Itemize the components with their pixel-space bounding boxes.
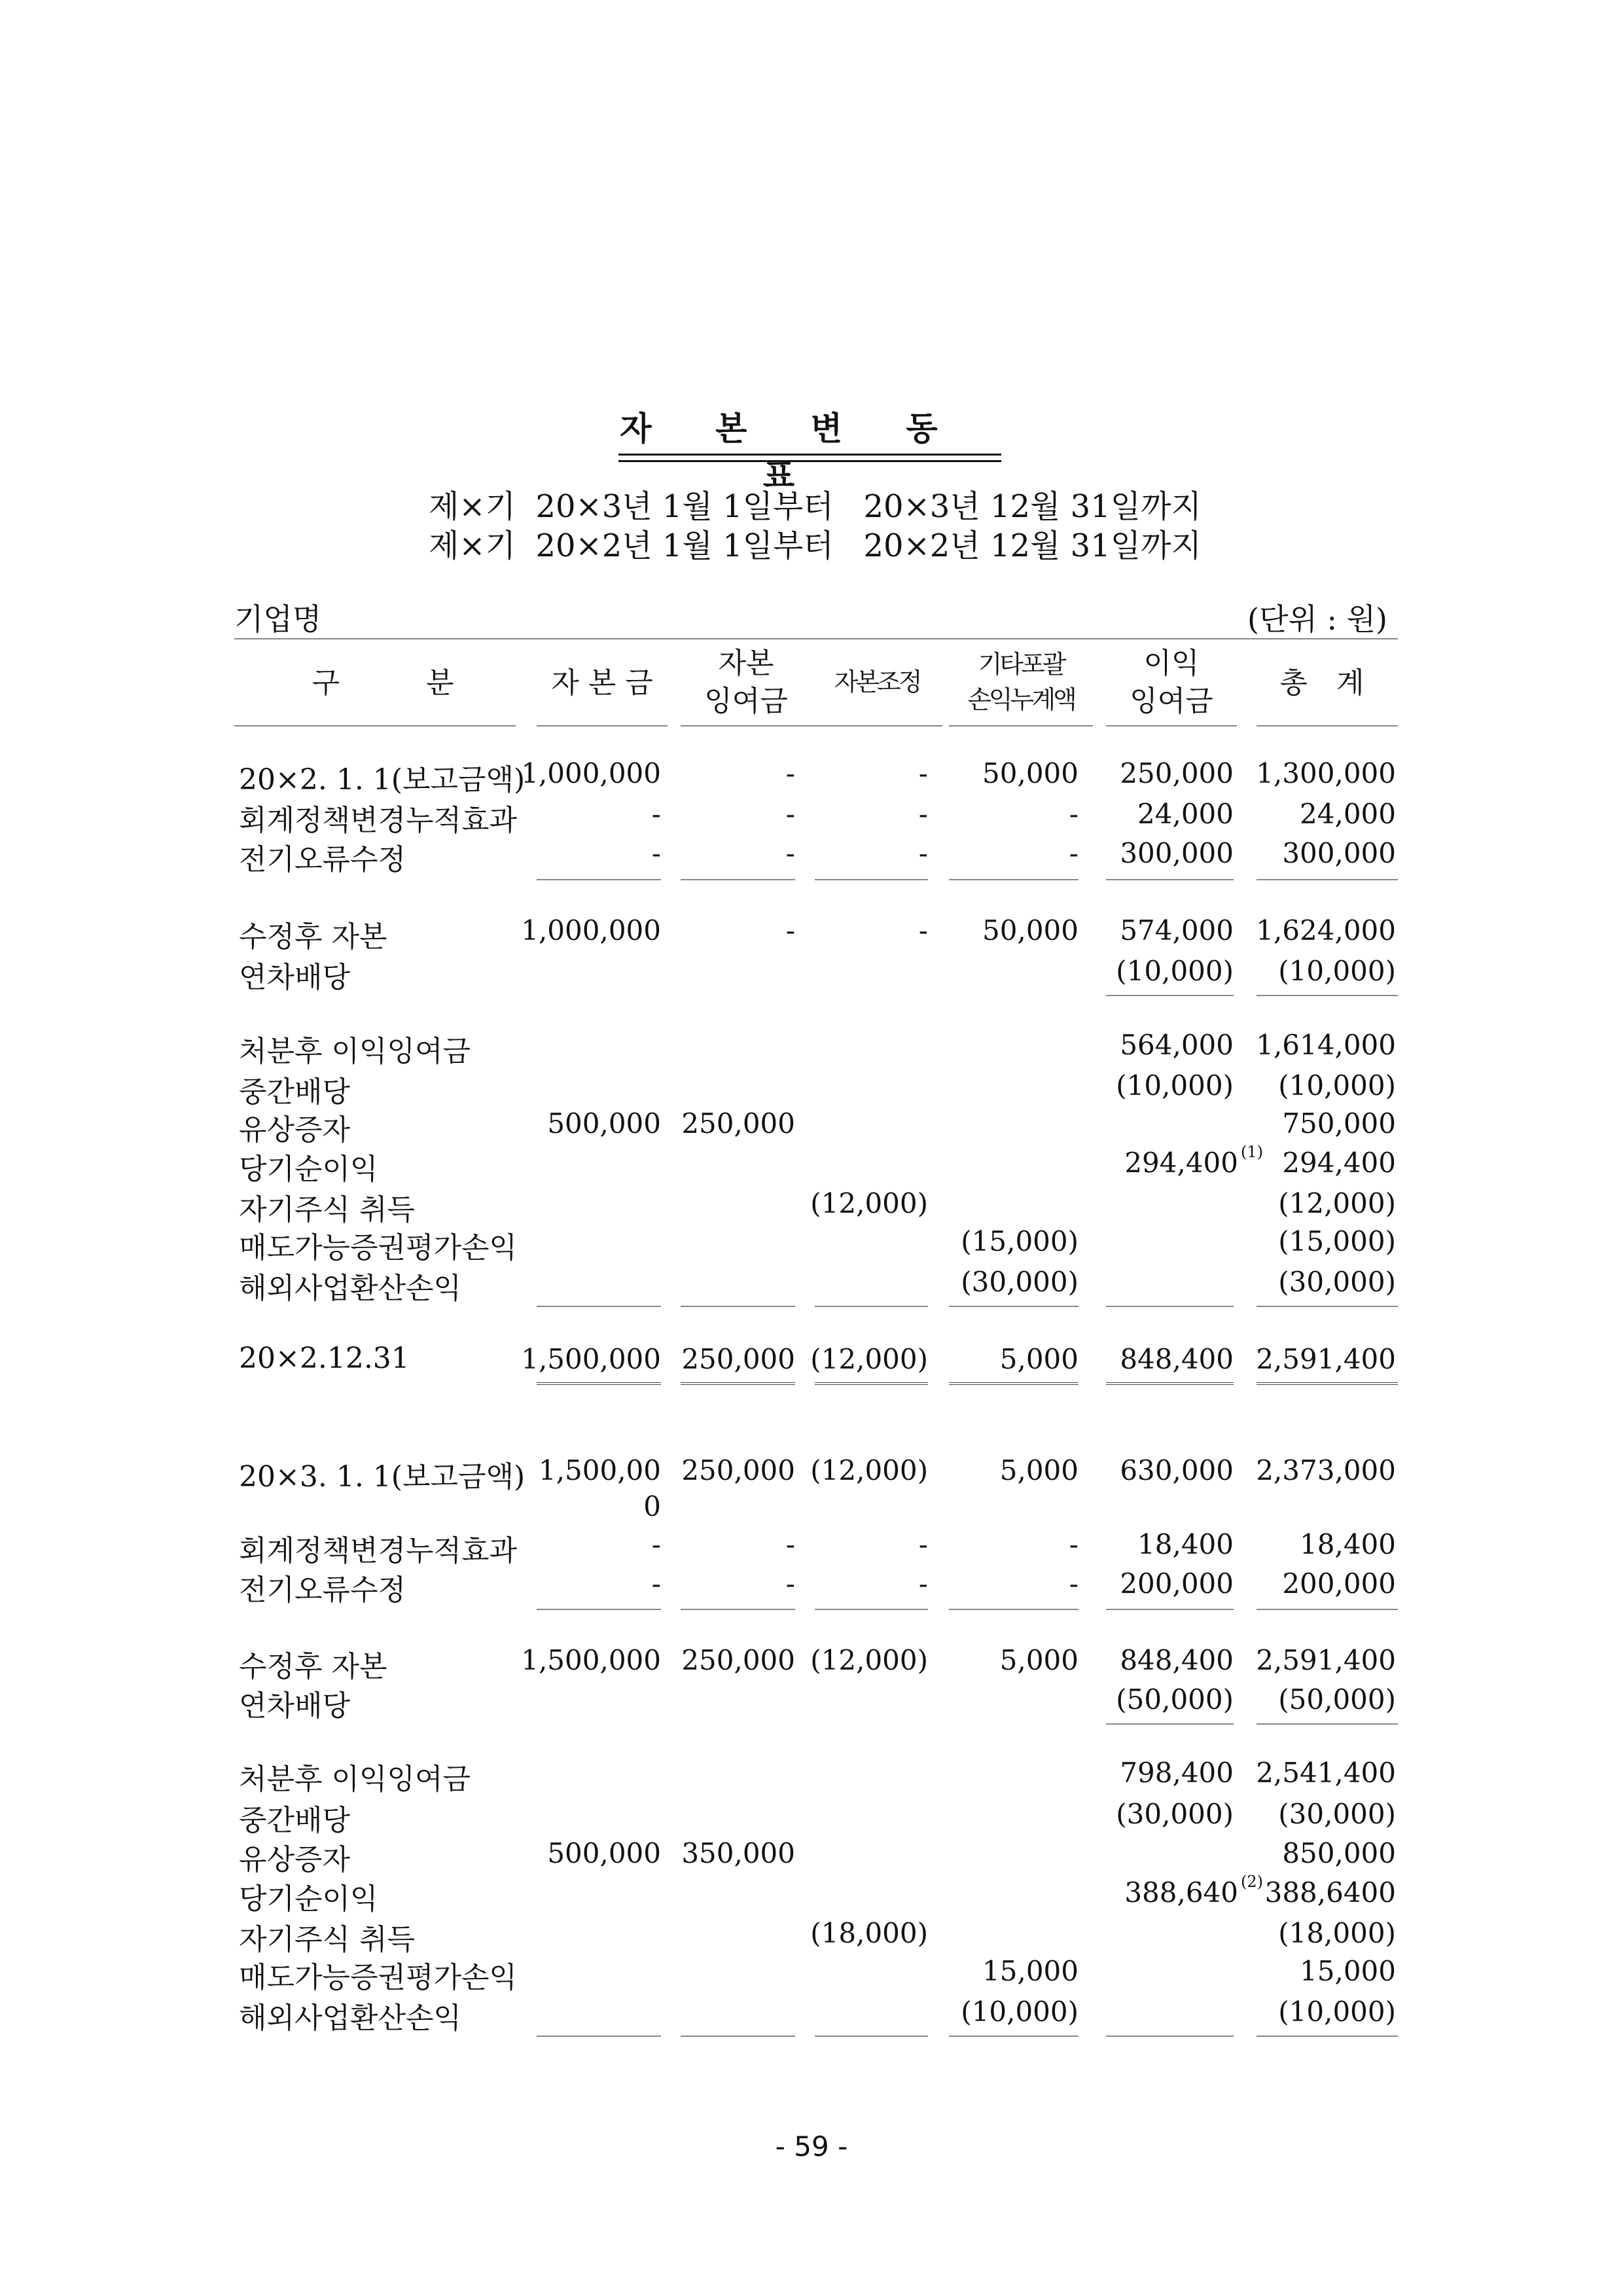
cell-surplus	[786, 757, 795, 789]
double-underline	[1257, 1382, 1398, 1388]
cell-capital	[521, 1644, 661, 1676]
double-underline	[1106, 1382, 1234, 1388]
cell-value: 18,400	[1300, 1528, 1396, 1560]
cell-value: (15,000)	[1278, 1225, 1396, 1257]
cell-value: -	[918, 798, 928, 830]
cell-aoci	[1000, 1454, 1079, 1486]
header-capital-surplus	[681, 645, 812, 721]
cell-total	[1256, 1343, 1396, 1375]
subtotal-rule	[1106, 879, 1234, 880]
cell-value: 1,500,000	[521, 1644, 661, 1676]
cell-total	[1278, 955, 1396, 987]
subtotal-rule	[815, 2036, 928, 2037]
subtotal-rule	[1106, 2036, 1234, 2037]
cell-value: 574,000	[1120, 914, 1234, 946]
subtotal-rule	[681, 1306, 795, 1307]
subtotal-rule	[949, 1609, 1079, 1610]
cell-retained	[1120, 1029, 1234, 1061]
row-label: 20×2.12.31	[239, 1342, 410, 1375]
cell-total	[1278, 1069, 1396, 1102]
cell-retained	[1116, 1683, 1234, 1715]
cell-capital	[521, 914, 661, 946]
row-label: 연차배당	[239, 1689, 351, 1723]
row-label: 중간배당	[239, 1075, 351, 1109]
cell-value: (30,000)	[961, 1266, 1079, 1298]
cell-value: (18,000)	[810, 1917, 928, 1949]
page-number: - 59 -	[775, 2130, 848, 2162]
cell-retained	[1120, 1343, 1234, 1375]
cell-value: 250,000	[681, 1107, 795, 1139]
cell-value: 24,000	[1137, 798, 1234, 830]
cell-capital	[652, 1568, 661, 1600]
cell-value: 5,000	[999, 1454, 1079, 1486]
cell-value: (50,000)	[1116, 1683, 1234, 1715]
cell-value: -	[1069, 837, 1079, 869]
cell-value: 300,000	[1282, 837, 1396, 869]
cell-total	[1300, 1955, 1396, 1987]
cell-value: 1,300,000	[1256, 757, 1396, 789]
subtotal-rule	[537, 2036, 661, 2037]
cell-retained	[1124, 1873, 1263, 1909]
company-label: 기업명	[234, 601, 322, 637]
row-label: 전기오류수정	[239, 1573, 406, 1607]
cell-aoci	[1069, 1568, 1079, 1600]
subtotal-rule	[815, 879, 928, 880]
cell-value: 564,000	[1120, 1029, 1234, 1061]
cell-value: 15,000	[982, 1955, 1079, 1987]
cell-value: (10,000)	[1116, 955, 1234, 987]
row-label: 연차배당	[239, 961, 351, 994]
cell-value: -	[785, 1528, 795, 1560]
cell-adjust	[919, 914, 928, 946]
cell-total	[1256, 914, 1396, 946]
cell-capital	[652, 1528, 661, 1560]
cell-value: 250,000	[1120, 757, 1234, 789]
double-underline	[681, 1382, 795, 1388]
cell-value: (30,000)	[1278, 1266, 1396, 1298]
cell-value: -	[918, 837, 928, 869]
cell-value: -	[651, 837, 661, 869]
cell-value: (10,000)	[1116, 1069, 1234, 1102]
cell-value: 18,400	[1137, 1528, 1234, 1560]
cell-adjust	[919, 837, 928, 869]
cell-aoci	[1069, 798, 1079, 830]
cell-aoci	[1069, 837, 1079, 869]
row-label: 회계정책변경누적효과	[239, 804, 518, 837]
cell-value: 2,591,400	[1256, 1343, 1396, 1375]
cell-value: 15,000	[1300, 1955, 1396, 1987]
cell-surplus	[786, 1568, 795, 1600]
cell-value: (12,000)	[810, 1187, 928, 1219]
subtotal-rule	[815, 1306, 928, 1307]
subtotal-rule	[681, 879, 795, 880]
cell-total	[1256, 757, 1396, 789]
row-label: 유상증자	[239, 1113, 351, 1147]
period-line: 제×기 20×2년 1월 1일부터 20×2년 12월 31일까지	[429, 528, 1202, 564]
cell-value: -	[785, 837, 795, 869]
cell-value: 848,400	[1120, 1644, 1234, 1676]
cell-total	[1278, 1225, 1396, 1257]
cell-capital-wrap: 0	[643, 1490, 661, 1522]
cell-value: 1,624,000	[1256, 914, 1396, 946]
cell-value: -	[1069, 1528, 1079, 1560]
cell-retained	[1116, 1798, 1234, 1830]
header-capital-adjust: 자본조정	[834, 668, 920, 696]
header-rule	[234, 725, 516, 726]
subtotal-rule	[1257, 2036, 1398, 2037]
cell-value: 1,614,000	[1256, 1029, 1396, 1061]
cell-surplus	[786, 914, 795, 946]
header-capital-surplus-line2: 잉여금	[704, 685, 788, 718]
header-capital: 자 본 금	[551, 666, 653, 700]
cell-retained	[1120, 1757, 1234, 1789]
row-label: 회계정책변경누적효과	[239, 1534, 518, 1568]
cell-retained	[1120, 914, 1234, 946]
row-label: 20×3. 1. 1(보고금액)	[239, 1460, 526, 1494]
cell-value: -	[785, 757, 795, 789]
cell-total	[1278, 1683, 1396, 1715]
row-label: 20×2. 1. 1(보고금액)	[239, 763, 526, 797]
cell-surplus	[681, 1107, 795, 1139]
header-rule	[1257, 725, 1398, 726]
cell-surplus	[786, 837, 795, 869]
header-aoci	[949, 647, 1093, 717]
subtotal-rule	[1106, 1306, 1234, 1307]
header-rule	[537, 725, 668, 726]
cell-value: 350,000	[681, 1837, 795, 1869]
subtotal-rule	[949, 1306, 1079, 1307]
cell-value: -	[651, 1528, 661, 1560]
cell-value: -	[651, 1568, 661, 1600]
cell-value: (10,000)	[961, 1996, 1079, 2028]
cell-retained	[1137, 1528, 1234, 1560]
cell-adjust	[810, 1343, 928, 1375]
cell-capital	[521, 757, 661, 789]
cell-total	[1278, 1917, 1396, 1949]
cell-adjust	[919, 798, 928, 830]
row-label: 처분후 이익잉여금	[239, 1035, 471, 1068]
cell-value: 1,000,000	[521, 757, 661, 789]
cell-aoci	[1000, 1343, 1079, 1375]
subtotal-rule	[1257, 1609, 1398, 1610]
cell-value: -	[785, 1568, 795, 1600]
cell-aoci	[1069, 1528, 1079, 1560]
cell-retained	[1120, 1568, 1234, 1600]
cell-total	[1282, 1147, 1396, 1179]
cell-adjust	[919, 1528, 928, 1560]
table-top-rule	[234, 638, 1398, 639]
cell-value: 294,400	[1282, 1147, 1396, 1179]
cell-total	[1278, 1798, 1396, 1830]
header-aoci-line1: 기타포괄	[978, 650, 1064, 679]
cell-value: (15,000)	[961, 1225, 1079, 1257]
period-line: 제×기 20×3년 1월 1일부터 20×3년 12월 31일까지	[429, 488, 1202, 525]
cell-value: 2,541,400	[1256, 1757, 1396, 1789]
cell-value: 24,000	[1300, 798, 1396, 830]
cell-total	[1256, 1644, 1396, 1676]
cell-aoci	[982, 757, 1079, 789]
cell-total	[1282, 1568, 1396, 1600]
row-label: 당기순이익	[239, 1153, 378, 1186]
cell-value: 50,000	[982, 757, 1079, 789]
title-underline	[618, 454, 1001, 456]
cell-total	[1282, 837, 1396, 869]
cell-aoci	[961, 1996, 1079, 2028]
cell-surplus	[681, 1837, 795, 1869]
subtotal-rule	[1106, 1723, 1234, 1725]
cell-value: -	[918, 914, 928, 946]
cell-surplus	[681, 1454, 795, 1486]
header-rule	[681, 725, 812, 726]
header-retained-line1: 이익	[1143, 647, 1200, 680]
cell-value: 250,000	[681, 1644, 795, 1676]
cell-value: 1,500,00	[538, 1454, 661, 1486]
cell-value: 5,000	[999, 1644, 1079, 1676]
header-category: 구 분	[312, 666, 454, 700]
cell-value: (12,000)	[810, 1644, 928, 1676]
cell-retained	[1120, 757, 1234, 789]
cell-aoci	[961, 1266, 1079, 1298]
cell-value: 5,000	[999, 1343, 1079, 1375]
cell-value: (50,000)	[1278, 1683, 1396, 1715]
cell-total	[1282, 1107, 1396, 1139]
cell-total	[1256, 1454, 1396, 1486]
cell-value: (12,000)	[1278, 1187, 1396, 1219]
cell-value: 300,000	[1120, 837, 1234, 869]
cell-surplus	[786, 1528, 795, 1560]
cell-total	[1282, 1837, 1396, 1869]
cell-value: (30,000)	[1278, 1798, 1396, 1830]
subtotal-rule	[949, 879, 1079, 880]
subtotal-rule	[1257, 1723, 1398, 1725]
row-label: 자기주식 취득	[239, 1923, 416, 1956]
row-label: 수정후 자본	[239, 920, 387, 954]
cell-value: -	[785, 914, 795, 946]
row-label: 자기주식 취득	[239, 1193, 416, 1227]
cell-adjust	[919, 1568, 928, 1600]
cell-value: -	[785, 798, 795, 830]
header-retained	[1106, 645, 1237, 721]
cell-adjust	[810, 1644, 928, 1676]
subtotal-rule	[681, 2036, 795, 2037]
double-underline	[949, 1382, 1079, 1388]
subtotal-rule	[537, 1306, 661, 1307]
cell-value: 388,640	[1124, 1876, 1238, 1909]
cell-value: -	[918, 1528, 928, 1560]
cell-value: 2,591,400	[1256, 1644, 1396, 1676]
cell-value: (10,000)	[1278, 1069, 1396, 1102]
cell-retained	[1120, 837, 1234, 869]
header-rule	[812, 725, 942, 726]
cell-value: (12,000)	[810, 1343, 928, 1375]
row-label: 수정후 자본	[239, 1650, 387, 1683]
footnote-marker: (2)	[1241, 1873, 1263, 1891]
cell-value: 500,000	[547, 1107, 661, 1139]
cell-value: 500,000	[547, 1837, 661, 1869]
cell-retained	[1120, 1454, 1234, 1486]
cell-total	[1278, 1266, 1396, 1298]
cell-adjust	[810, 1917, 928, 1949]
cell-value: 2,373,000	[1256, 1454, 1396, 1486]
row-label: 매도가능증권평가손익	[239, 1961, 518, 1994]
cell-value: 388,6400	[1264, 1876, 1396, 1909]
statement-title: 자 본 변 동 표	[620, 409, 964, 495]
cell-capital	[652, 798, 661, 830]
header-retained-line2: 잉여금	[1130, 685, 1213, 718]
cell-retained	[1116, 1069, 1234, 1102]
cell-total	[1256, 1029, 1396, 1061]
cell-surplus	[681, 1644, 795, 1676]
subtotal-rule	[537, 1609, 661, 1610]
cell-total	[1300, 798, 1396, 830]
cell-surplus	[786, 798, 795, 830]
header-aoci-line2: 손익누계액	[967, 685, 1075, 714]
cell-retained	[1116, 955, 1234, 987]
cell-value: 630,000	[1120, 1454, 1234, 1486]
cell-retained	[1124, 1143, 1263, 1179]
cell-aoci	[982, 914, 1079, 946]
cell-adjust	[810, 1454, 928, 1486]
cell-value: -	[918, 1568, 928, 1600]
subtotal-rule	[537, 879, 661, 880]
footnote-marker: (1)	[1241, 1143, 1263, 1161]
cell-value: (18,000)	[1278, 1917, 1396, 1949]
cell-total	[1265, 1876, 1396, 1909]
cell-value: (10,000)	[1278, 955, 1396, 987]
cell-value: -	[1069, 798, 1079, 830]
header-rule	[1106, 725, 1237, 726]
row-label: 유상증자	[239, 1843, 351, 1876]
row-label: 해외사업환산손익	[239, 1272, 462, 1305]
cell-value: -	[651, 798, 661, 830]
cell-value: 1,500,000	[521, 1343, 661, 1375]
subtotal-rule	[815, 1609, 928, 1610]
double-underline	[537, 1382, 661, 1388]
cell-aoci	[982, 1955, 1079, 1987]
subtotal-rule	[1106, 995, 1234, 996]
header-total: 총 계	[1279, 666, 1364, 700]
row-label: 중간배당	[239, 1804, 351, 1837]
row-label: 당기순이익	[239, 1882, 378, 1916]
subtotal-rule	[1257, 995, 1398, 996]
cell-value: -	[1069, 1568, 1079, 1600]
cell-value: 798,400	[1120, 1757, 1234, 1789]
cell-surplus	[681, 1343, 795, 1375]
cell-value: 1,000,000	[521, 914, 661, 946]
row-label: 매도가능증권평가손익	[239, 1231, 518, 1265]
cell-capital	[521, 1343, 661, 1375]
cell-value: 848,400	[1120, 1343, 1234, 1375]
title-underline	[618, 460, 1001, 462]
cell-aoci	[1000, 1644, 1079, 1676]
cell-value: 250,000	[681, 1343, 795, 1375]
cell-value: 50,000	[982, 914, 1079, 946]
cell-total	[1256, 1757, 1396, 1789]
header-rule	[949, 725, 1093, 726]
unit-label: (단위 : 원)	[1247, 601, 1387, 637]
cell-value: (10,000)	[1278, 1996, 1396, 2028]
cell-value: 750,000	[1282, 1107, 1396, 1139]
header-capital-surplus-line1: 자본	[718, 647, 774, 680]
cell-value: -	[918, 757, 928, 789]
subtotal-rule	[1257, 879, 1398, 880]
cell-total	[1278, 1996, 1396, 2028]
cell-capital	[652, 837, 661, 869]
cell-retained	[1137, 798, 1234, 830]
cell-capital	[547, 1107, 661, 1139]
cell-value: 250,000	[681, 1454, 795, 1486]
subtotal-rule	[1257, 1306, 1398, 1307]
cell-retained	[1120, 1644, 1234, 1676]
cell-capital	[547, 1837, 661, 1869]
double-underline	[815, 1382, 928, 1388]
subtotal-rule	[949, 2036, 1079, 2037]
row-label: 해외사업환산손익	[239, 2001, 462, 2035]
cell-value: (12,000)	[810, 1454, 928, 1486]
cell-total	[1300, 1528, 1396, 1560]
cell-adjust	[919, 757, 928, 789]
subtotal-rule	[681, 1609, 795, 1610]
cell-value: (30,000)	[1116, 1798, 1234, 1830]
cell-value: 850,000	[1282, 1837, 1396, 1869]
cell-aoci	[961, 1225, 1079, 1257]
cell-value: 294,400	[1124, 1147, 1238, 1179]
subtotal-rule	[1106, 1609, 1234, 1610]
row-label: 전기오류수정	[239, 843, 406, 876]
cell-value: 200,000	[1120, 1568, 1234, 1600]
cell-capital	[539, 1454, 661, 1486]
cell-value: 200,000	[1282, 1568, 1396, 1600]
cell-adjust	[810, 1187, 928, 1219]
cell-total	[1278, 1187, 1396, 1219]
row-label: 처분후 이익잉여금	[239, 1763, 471, 1796]
